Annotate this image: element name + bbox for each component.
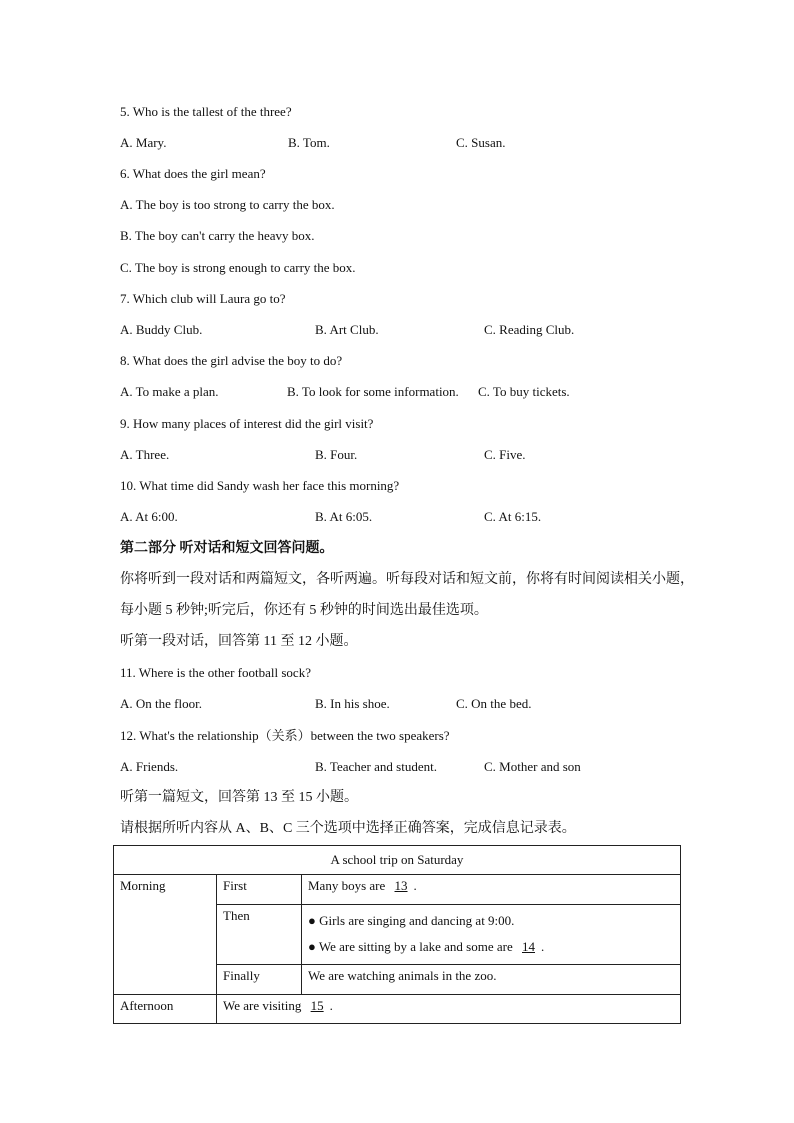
q8-option-c: C. To buy tickets. <box>478 384 570 399</box>
then-item-2: ● We are sitting by a lake and some are 14 . <box>308 939 545 954</box>
afternoon-cell: We are visiting 15 . <box>217 995 681 1024</box>
question-7: 7. Which club will Laura go to? <box>120 291 286 306</box>
q9-option-b: B. Four. <box>315 447 358 462</box>
q10-option-a: A. At 6:00. <box>120 509 178 524</box>
q9-option-a: A. Three. <box>120 447 170 462</box>
q10-option-b: B. At 6:05. <box>315 509 373 524</box>
q8-option-a: A. To make a plan. <box>120 384 219 399</box>
question-8: 8. What does the girl advise the boy to do? <box>120 353 343 368</box>
question-10: 10. What time did Sandy wash her face this morning? <box>120 478 400 493</box>
then-item-1: ● Girls are singing and dancing at 9:00. <box>308 913 515 928</box>
q12-option-c: C. Mother and son <box>484 759 581 774</box>
q11-option-a: A. On the floor. <box>120 696 202 711</box>
part2-instruction-2: 每小题 5 秒钟;听完后，你还有 5 秒钟的时间选出最佳选项。 <box>120 603 488 618</box>
then-label: Then <box>217 905 302 965</box>
info-record-table <box>113 845 681 1024</box>
q5-option-c: C. Susan. <box>456 135 506 150</box>
q6-option-a: A. The boy is too strong to carry the box. <box>120 197 335 212</box>
blank-13: 13 <box>394 878 408 893</box>
question-5: 5. Who is the tallest of the three? <box>120 104 292 119</box>
q11-option-b: B. In his shoe. <box>315 696 390 711</box>
section-1-instruction: 听第一段对话，回答第 11 至 12 小题。 <box>120 634 358 649</box>
q12-option-a: A. Friends. <box>120 759 179 774</box>
question-9: 9. How many places of interest did the girl visit? <box>120 416 374 431</box>
q12-option-b: B. Teacher and student. <box>315 759 437 774</box>
q7-option-b: B. Art Club. <box>315 322 379 337</box>
q6-option-c: C. The boy is strong enough to carry the box. <box>120 260 356 275</box>
q8-option-b: B. To look for some information. <box>287 384 459 399</box>
morning-label: Morning <box>114 875 217 995</box>
finally-label: Finally <box>217 965 302 995</box>
question-11: 11. Where is the other football sock? <box>120 665 311 680</box>
afternoon-text: We are visiting <box>223 998 302 1013</box>
then-item-2-text: ● We are sitting by a lake and some are <box>308 939 513 954</box>
first-cell: Many boys are 13 . <box>302 875 681 905</box>
blank-14: 14 <box>522 939 535 954</box>
table-title: A school trip on Saturday <box>114 846 681 875</box>
q7-option-a: A. Buddy Club. <box>120 322 203 337</box>
section-2-instruction: 听第一篇短文，回答第 13 至 15 小题。 <box>120 790 358 805</box>
q9-option-c: C. Five. <box>484 447 526 462</box>
part2-instruction-1: 你将听到一段对话和两篇短文，各听两遍。听每段对话和短文前，你将有时间阅读相关小题， <box>120 572 694 587</box>
part2-heading: 第二部分 听对话和短文回答问题。 <box>120 541 334 556</box>
blank-15: 15 <box>310 998 324 1013</box>
q7-option-c: C. Reading Club. <box>484 322 575 337</box>
q6-option-b: B. The boy can't carry the heavy box. <box>120 228 315 243</box>
q5-option-b: B. Tom. <box>288 135 330 150</box>
section-2-instruction-b: 请根据所听内容从 A、B、C 三个选项中选择正确答案，完成信息记录表。 <box>120 821 576 836</box>
q11-option-c: C. On the bed. <box>456 696 532 711</box>
q5-option-a: A. Mary. <box>120 135 167 150</box>
question-12: 12. What's the relationship（关系）between the two speakers? <box>120 728 450 743</box>
afternoon-label: Afternoon <box>114 995 217 1024</box>
q10-option-c: C. At 6:15. <box>484 509 542 524</box>
question-6: 6. What does the girl mean? <box>120 166 266 181</box>
finally-text: We are watching animals in the zoo. <box>302 965 681 995</box>
first-text: Many boys are <box>308 878 386 893</box>
first-label: First <box>217 875 302 905</box>
then-cell <box>302 905 681 965</box>
